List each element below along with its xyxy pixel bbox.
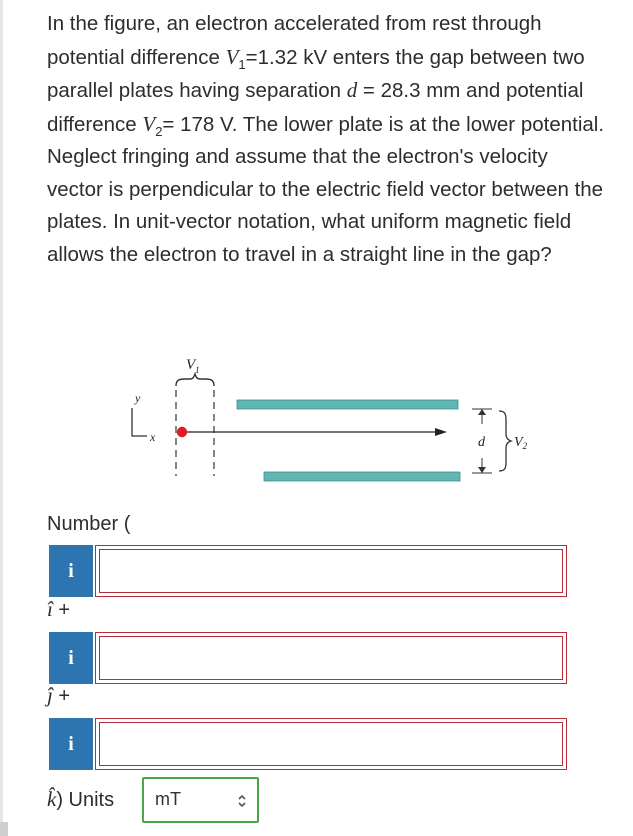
answer-row-k xyxy=(49,718,569,770)
answer-box-k-frame xyxy=(95,718,567,770)
v2-brace xyxy=(499,411,511,471)
d-down-arrow xyxy=(478,467,486,473)
question-part-1: In the figure, an electron accelerated from rest through potential difference xyxy=(47,12,542,69)
answer-input-k[interactable] xyxy=(99,722,563,766)
path-arrowhead xyxy=(435,428,447,436)
v2-symbol: V xyxy=(142,111,156,136)
number-label: Number ( xyxy=(47,513,131,535)
units-label: ) Units xyxy=(56,789,115,811)
info-icon[interactable]: i xyxy=(49,632,93,684)
problem-figure xyxy=(95,350,575,500)
info-icon[interactable]: i xyxy=(49,545,93,597)
v1-brace xyxy=(176,374,214,386)
i-hat-label xyxy=(47,597,70,622)
v1-symbol: V xyxy=(225,44,239,69)
answer-box-i-frame xyxy=(95,545,567,597)
electron-dot xyxy=(177,427,187,437)
chevron-updown-icon xyxy=(237,793,247,809)
units-selected-value: mT xyxy=(155,789,181,809)
left-edge-border xyxy=(0,0,3,836)
units-select[interactable] xyxy=(142,777,259,823)
lower-plate xyxy=(264,472,460,481)
answer-box-j-frame xyxy=(95,632,567,684)
parallel-plate-diagram xyxy=(95,350,575,495)
answer-input-i[interactable] xyxy=(99,549,563,593)
question-part-3: = 28.3 mm and potential difference xyxy=(47,79,584,136)
answer-input-j[interactable] xyxy=(99,636,563,680)
answer-row-j xyxy=(49,632,569,684)
k-hat-symbol: k̂ xyxy=(47,787,57,811)
j-hat-symbol: ĵ xyxy=(47,683,53,707)
question-part-4: = 178 V. The lower plate is at the lower potential. Neglect fringing and assume that the electron's velocity vector is perpendicular to the electric field vector between the plates. In unit-vector notation, what uniform magnetic field allows the electron to travel in a straight line in the gap? xyxy=(47,112,605,266)
answer-row-i xyxy=(49,545,569,597)
j-hat-label xyxy=(47,683,70,708)
question-part-2: =1.32 kV enters the gap between two parallel plates having separation xyxy=(47,45,585,102)
k-hat-label xyxy=(47,787,114,812)
plus-sign: + xyxy=(58,599,71,621)
v2-label: $V_2$ xyxy=(514,435,528,451)
d-label: d xyxy=(478,435,485,450)
v1-label: $V_1$ xyxy=(186,357,200,375)
v2-subscript: 2 xyxy=(155,123,163,139)
i-hat-symbol: î xyxy=(47,597,53,621)
v1-subscript: 1 xyxy=(238,56,246,72)
axis-x-label: x xyxy=(150,430,156,444)
plus-sign: + xyxy=(58,685,71,707)
question-text xyxy=(47,8,607,271)
info-icon[interactable]: i xyxy=(49,718,93,770)
d-symbol: d xyxy=(346,78,358,102)
axis-lines xyxy=(132,408,147,436)
upper-plate xyxy=(237,400,458,409)
bottom-edge-marker xyxy=(0,822,8,836)
axis-y-label: y xyxy=(135,391,141,405)
d-up-arrow xyxy=(478,409,486,415)
